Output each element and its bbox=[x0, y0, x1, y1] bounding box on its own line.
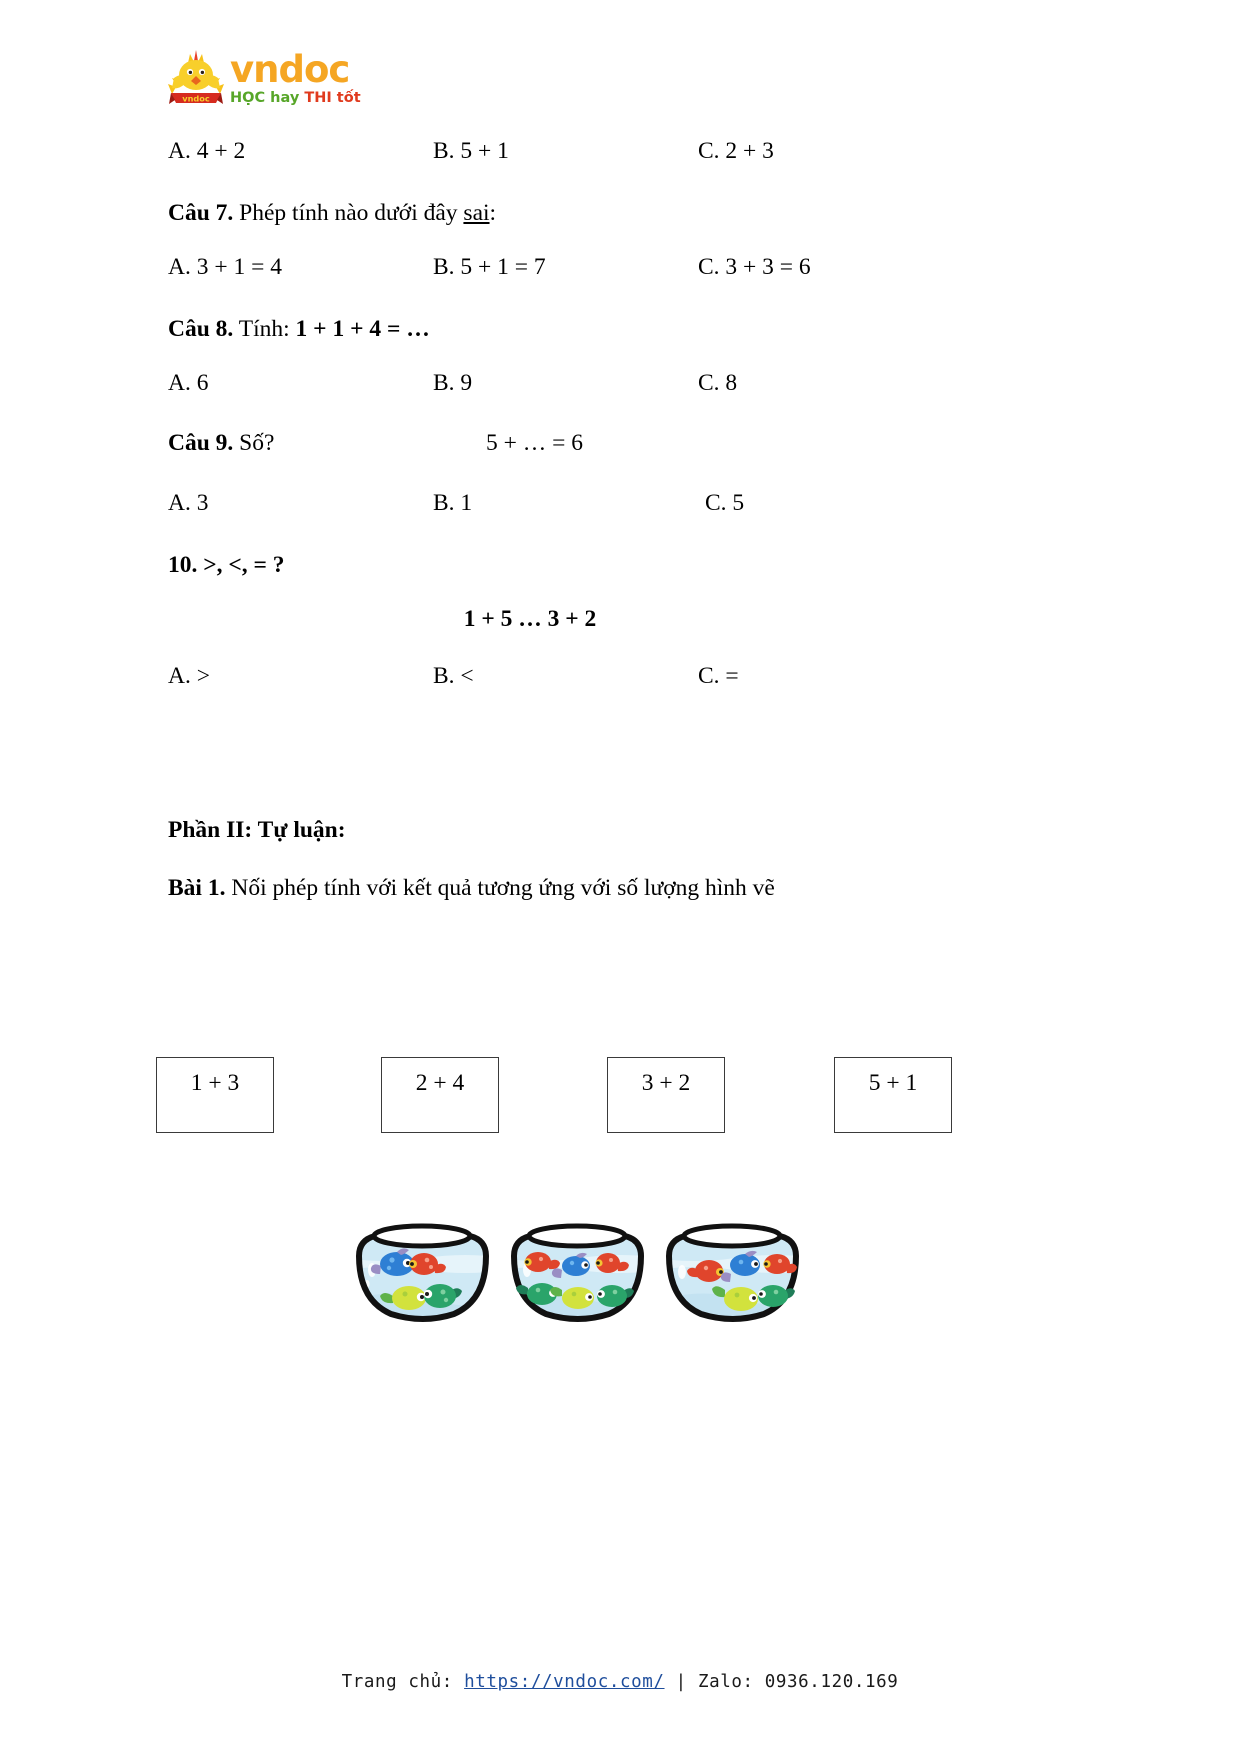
q9-option-a[interactable]: A. 3 bbox=[168, 490, 209, 517]
q9-option-c[interactable]: C. 5 bbox=[705, 490, 745, 517]
question-8-prompt bbox=[168, 314, 1072, 344]
q9-label-group bbox=[168, 430, 274, 457]
q8-label: Câu 8. bbox=[168, 316, 234, 343]
q9-expression: 5 + … = 6 bbox=[486, 430, 584, 457]
q6-option-b[interactable]: B. 5 + 1 bbox=[433, 138, 509, 164]
vndoc-chick-icon bbox=[168, 48, 224, 110]
expression-box-2[interactable]: 2 + 4 bbox=[381, 1057, 499, 1133]
question-9-options bbox=[168, 490, 1072, 520]
q8-text: Tính: bbox=[233, 316, 296, 343]
q7-text-after: : bbox=[489, 200, 497, 226]
q9-text: Số? bbox=[233, 430, 275, 457]
fishbowl-2-graphic bbox=[500, 1198, 655, 1338]
question-10-expression: 1 + 5 … 3 + 2 bbox=[463, 606, 597, 633]
q10-option-a[interactable]: A. > bbox=[168, 663, 210, 690]
expression-box-3[interactable]: 3 + 2 bbox=[607, 1057, 725, 1133]
footer-zalo: Zalo: 0936.120.169 bbox=[697, 1672, 899, 1692]
q8-expression: 1 + 1 + 4 = … bbox=[295, 316, 430, 343]
part-2-heading: Phần II: Tự luận: bbox=[168, 817, 346, 844]
bai-1-label: Bài 1. bbox=[168, 875, 226, 902]
q7-option-c[interactable]: C. 3 + 3 = 6 bbox=[698, 254, 811, 281]
q6-option-a[interactable]: A. 4 + 2 bbox=[168, 138, 246, 164]
question-10-options bbox=[168, 663, 1072, 693]
logo-tagline-red: THI tốt bbox=[304, 90, 361, 107]
q7-label: Câu 7. bbox=[168, 200, 234, 226]
q8-option-b[interactable]: B. 9 bbox=[433, 370, 473, 397]
q9-option-b[interactable]: B. 1 bbox=[433, 490, 473, 517]
question-7-prompt bbox=[168, 198, 1072, 228]
expression-box-4[interactable]: 5 + 1 bbox=[834, 1057, 952, 1133]
footer-prefix: Trang chủ: bbox=[341, 1672, 465, 1692]
question-6-options bbox=[168, 138, 1072, 168]
q7-underlined-word: sai bbox=[463, 200, 490, 226]
bai-1-text: Nối phép tính với kết quả tương ứng với số lượng hình vẽ bbox=[225, 875, 775, 902]
vndoc-logo[interactable] bbox=[168, 48, 361, 110]
q8-option-c[interactable]: C. 8 bbox=[698, 370, 738, 397]
fishbowl-2 bbox=[500, 1198, 655, 1338]
expression-boxes bbox=[156, 1057, 1096, 1133]
q10-option-b[interactable]: B. < bbox=[433, 663, 474, 690]
bai-1-prompt bbox=[168, 873, 1072, 903]
question-9-prompt bbox=[168, 430, 1072, 460]
q9-label: Câu 9. bbox=[168, 430, 234, 457]
page-footer bbox=[0, 1672, 1240, 1692]
q6-option-c[interactable]: C. 2 + 3 bbox=[698, 138, 774, 164]
fishbowl-1 bbox=[345, 1198, 500, 1338]
q7-option-a[interactable]: A. 3 + 1 = 4 bbox=[168, 254, 282, 281]
fishbowl-3 bbox=[655, 1198, 810, 1338]
footer-homepage-link[interactable]: https://vndoc.com/ bbox=[464, 1672, 665, 1692]
q10-option-c[interactable]: C. = bbox=[698, 663, 739, 690]
exam-content bbox=[168, 138, 1072, 931]
logo-wordmark: vndoc bbox=[230, 48, 350, 92]
question-8-options bbox=[168, 370, 1072, 400]
fishbowl-1-graphic bbox=[345, 1198, 500, 1338]
section-spacer bbox=[168, 723, 1072, 815]
expression-box-1[interactable]: 1 + 3 bbox=[156, 1057, 274, 1133]
logo-badge-text: vndoc bbox=[182, 93, 210, 104]
q8-option-a[interactable]: A. 6 bbox=[168, 370, 209, 397]
fishbowl-3-graphic bbox=[655, 1198, 810, 1338]
question-7-options bbox=[168, 254, 1072, 284]
logo-tagline bbox=[230, 91, 361, 107]
q7-text-before: Phép tính nào dưới đây bbox=[233, 200, 464, 226]
question-10-prompt: 10. >, <, = ? bbox=[168, 552, 285, 579]
logo-tagline-green: HỌC hay bbox=[230, 90, 300, 107]
footer-separator: | bbox=[664, 1672, 698, 1692]
q7-option-b[interactable]: B. 5 + 1 = 7 bbox=[433, 254, 546, 281]
fishbowl-illustration bbox=[345, 1198, 810, 1338]
